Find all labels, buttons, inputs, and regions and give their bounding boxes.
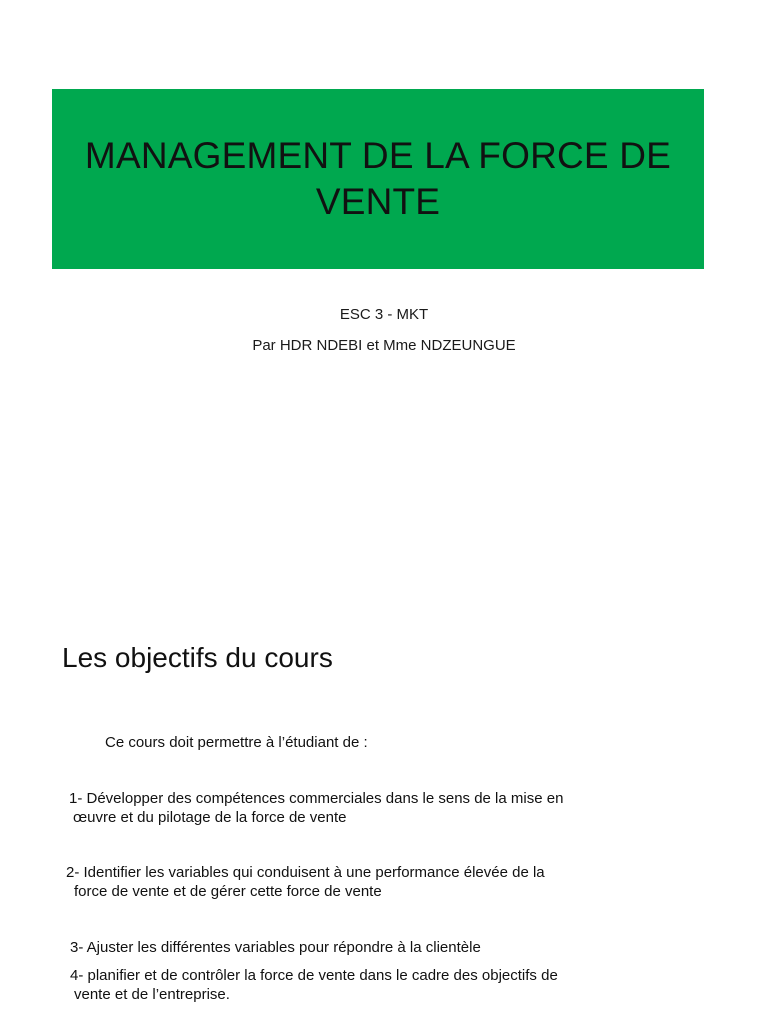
objectives-slide bbox=[0, 512, 768, 1024]
objective-4-line-2: vente et de l’entreprise. bbox=[74, 986, 230, 1003]
objective-2-line-2: force de vente et de gérer cette force de vente bbox=[74, 883, 382, 900]
objective-item-3 bbox=[70, 938, 707, 957]
course-authors: Par HDR NDEBI et Mme NDZEUNGUE bbox=[252, 337, 516, 354]
objective-item-2 bbox=[66, 863, 707, 901]
objective-2-line-1: 2- Identifier les variables qui conduisent à une performance élevée de la bbox=[66, 864, 545, 881]
objective-3-line-1: 3- Ajuster les différentes variables pour répondre à la clientèle bbox=[70, 939, 481, 956]
objective-1-line-1: 1- Développer des compétences commerciales dans le sens de la mise en bbox=[69, 790, 564, 807]
slide-title: MANAGEMENT DE LA FORCE DE VENTE bbox=[84, 135, 672, 222]
objective-item-4 bbox=[70, 966, 707, 1004]
title-banner bbox=[52, 89, 704, 269]
objectives-intro: Ce cours doit permettre à l’étudiant de : bbox=[105, 734, 368, 751]
objectives-heading: Les objectifs du cours bbox=[62, 642, 333, 673]
course-code: ESC 3 - MKT bbox=[339, 306, 429, 323]
objective-4-line-1: 4- planifier et de contrôler la force de vente dans le cadre des objectifs de bbox=[70, 967, 558, 984]
objective-item-1 bbox=[69, 789, 707, 827]
objective-1-line-2: œuvre et du pilotage de la force de vente bbox=[73, 809, 347, 826]
